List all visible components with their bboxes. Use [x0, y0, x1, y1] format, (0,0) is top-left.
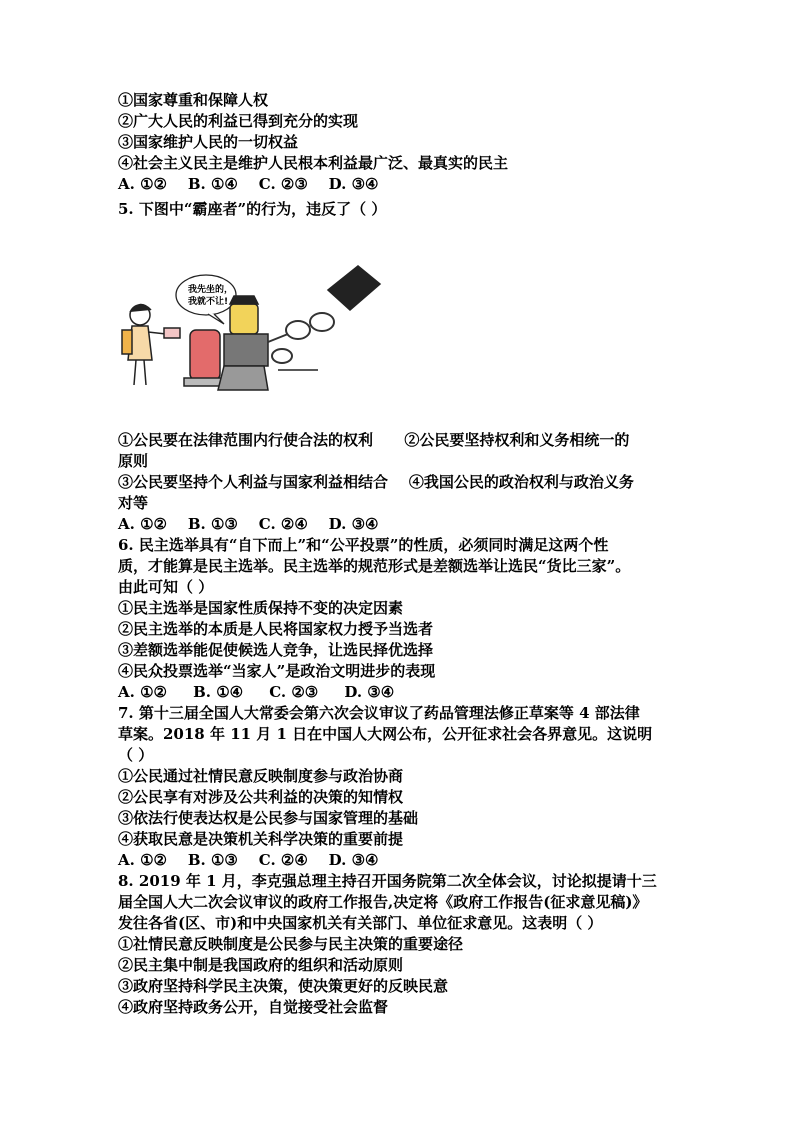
option-line: ②民主集中制是我国政府的组织和活动原则	[118, 956, 404, 974]
exam-page	[118, 90, 678, 1018]
question-stem-line: 届全国人大二次会议审议的政府工作报告,决定将《政府工作报告(征求意见稿)》	[118, 893, 648, 911]
bubble-text-1: 我先坐的，	[188, 285, 234, 295]
option-line: ④获取民意是决策机关科学决策的重要前提	[118, 830, 404, 848]
option-line: ②民主选举的本质是人民将国家权力授予当选者	[118, 620, 434, 638]
option-line: ②公民享有对涉及公共利益的决策的知情权	[118, 788, 404, 806]
bubble-text-2: 我就不让!	[188, 297, 229, 307]
question-stem: 5. 下图中“霸座者”的行为，违反了（ ）	[118, 200, 387, 218]
question-7	[118, 703, 678, 871]
answer-choices: A. ①② B. ①④ C. ②③ D. ③④	[118, 683, 395, 701]
option-line: ④政府坚持政务公开，自觉接受社会监督	[118, 998, 389, 1016]
question-8	[118, 871, 678, 1018]
cartoon-illustration	[118, 260, 678, 410]
question-stem-line: 由此可知（ ）	[118, 578, 214, 596]
question-stem-line: 8. 2019 年 1 月，李克强总理主持召开国务院第二次全体会议，讨论拟提请十三	[118, 872, 657, 890]
answer-choices: A. ①② B. ①③ C. ②④ D. ③④	[118, 851, 379, 869]
option-line: ①社情民意反映制度是公民参与民主决策的重要途径	[118, 935, 464, 953]
option-line: ④社会主义民主是维护人民根本利益最广泛、最真实的民主	[118, 154, 509, 172]
option-line: ④民众投票选举“当家人”是政治文明进步的表现	[118, 662, 436, 680]
question-stem-line: （ ）	[118, 746, 154, 764]
question-stem-line: 质，才能算是民主选举。民主选举的规范形式是差额选举让选民“货比三家”。	[118, 557, 631, 575]
answer-choices: A. ①② B. ①④ C. ②③ D. ③④	[118, 175, 379, 193]
option-line: ③公民要坚持个人利益与国家利益相结合 ④我国公民的政治权利与政治义务	[118, 473, 634, 491]
answer-choices: A. ①② B. ①③ C. ②④ D. ③④	[118, 515, 379, 533]
question-stem-line: 发往各省(区、市)和中央国家机关有关部门、单位征求意见。这表明（ ）	[118, 914, 603, 932]
option-line: 原则	[118, 452, 149, 470]
question-stem-line: 7. 第十三届全国人大常委会第六次会议审议了药品管理法修正草案等 4 部法律	[118, 704, 640, 722]
option-line: ②广大人民的利益已得到充分的实现	[118, 112, 359, 130]
seat-hog-cartoon-image	[118, 260, 388, 410]
option-line: ③依法行使表达权是公民参与国家管理的基础	[118, 809, 419, 827]
option-line: ③差额选举能促使候选人竞争，让选民择优选择	[118, 641, 434, 659]
option-line: ①国家尊重和保障人权	[118, 91, 269, 109]
question-stem-line: 草案。2018 年 11 月 1 日在中国人大网公布，公开征求社会各界意见。这说明	[118, 725, 653, 743]
option-line: ③政府坚持科学民主决策，使决策更好的反映民意	[118, 977, 449, 995]
option-line: ①公民要在法律范围内行使合法的权利 ②公民要坚持权利和义务相统一的	[118, 431, 630, 449]
option-line: ③国家维护人民的一切权益	[118, 133, 299, 151]
option-line: ①公民通过社情民意反映制度参与政治协商	[118, 767, 404, 785]
question-6	[118, 535, 678, 703]
question-5	[118, 199, 678, 535]
question-4-options	[118, 90, 678, 195]
option-line: 对等	[118, 494, 149, 512]
question-stem-line: 6. 民主选举具有“自下而上”和“公平投票”的性质，必须同时满足这两个性	[118, 536, 609, 554]
option-line: ①民主选举是国家性质保持不变的决定因素	[118, 599, 404, 617]
